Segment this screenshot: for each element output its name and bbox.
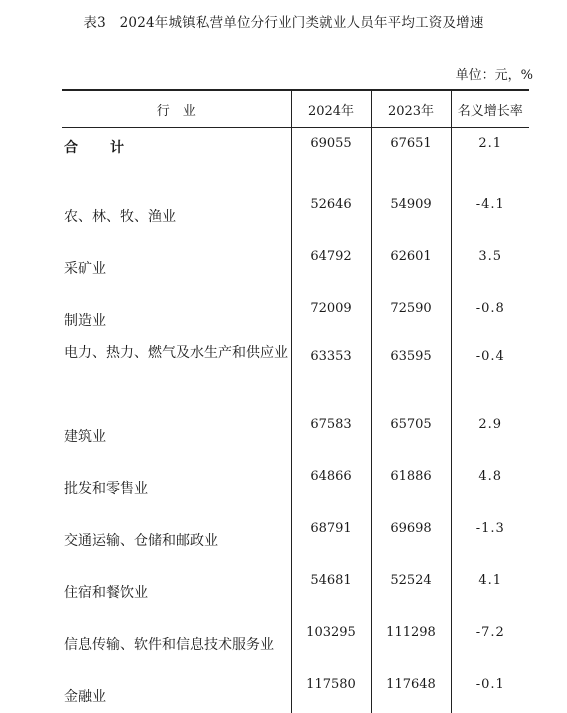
table-row — [62, 557, 529, 609]
growth-rate-cell: 3.5 — [451, 233, 529, 285]
header-growth-rate: 名义增长率 — [451, 90, 529, 128]
value-2023-cell: 54909 — [371, 181, 451, 233]
value-2024-cell: 52646 — [291, 181, 371, 233]
growth-rate-cell: -7.2 — [451, 609, 529, 661]
value-2023-cell: 61886 — [371, 453, 451, 505]
value-2024-cell: 117580 — [291, 661, 371, 713]
value-2024-cell: 72009 — [291, 285, 371, 337]
header-row — [62, 90, 529, 128]
industry-cell: 采矿业 — [64, 260, 106, 277]
table-row — [62, 285, 529, 337]
value-2024-cell: 68791 — [291, 505, 371, 557]
growth-rate-cell: -0.4 — [451, 337, 529, 401]
industry-cell: 住宿和餐饮业 — [64, 584, 148, 601]
wage-table — [62, 89, 529, 713]
industry-cell: 电力、热力、燃气及水生产和供应业 — [64, 344, 288, 361]
value-2023-cell: 72590 — [371, 285, 451, 337]
growth-rate-cell: -4.1 — [451, 181, 529, 233]
table-row — [62, 401, 529, 453]
industry-cell: 交通运输、仓储和邮政业 — [64, 532, 218, 549]
growth-rate-cell: -0.1 — [451, 661, 529, 713]
growth-rate-cell: -1.3 — [451, 505, 529, 557]
growth-rate-cell: 2.1 — [451, 128, 529, 181]
header-2023: 2023年 — [371, 90, 451, 128]
value-2024-cell: 69055 — [291, 128, 371, 181]
table-row — [62, 609, 529, 661]
value-2023-cell: 67651 — [371, 128, 451, 181]
table-row — [62, 337, 529, 401]
value-2023-cell: 62601 — [371, 233, 451, 285]
value-2024-cell: 63353 — [291, 337, 371, 401]
growth-rate-cell: 4.1 — [451, 557, 529, 609]
value-2024-cell: 64792 — [291, 233, 371, 285]
header-industry: 行 业 — [62, 90, 291, 128]
industry-cell: 农、林、牧、渔业 — [64, 208, 176, 225]
table-row — [62, 181, 529, 233]
table-title: 表3 2024年城镇私营单位分行业门类就业人员年平均工资及增速 — [83, 15, 484, 31]
growth-rate-cell: -0.8 — [451, 285, 529, 337]
industry-cell: 制造业 — [64, 312, 106, 329]
table-row — [62, 233, 529, 285]
growth-rate-cell: 4.8 — [451, 453, 529, 505]
value-2024-cell: 67583 — [291, 401, 371, 453]
value-2023-cell: 117648 — [371, 661, 451, 713]
industry-cell: 金融业 — [64, 688, 106, 705]
industry-cell: 合 计 — [64, 140, 133, 156]
value-2024-cell: 54681 — [291, 557, 371, 609]
value-2023-cell: 52524 — [371, 557, 451, 609]
table-header — [62, 90, 529, 128]
industry-cell: 信息传输、软件和信息技术服务业 — [64, 636, 274, 653]
value-2023-cell: 63595 — [371, 337, 451, 401]
header-2024: 2024年 — [291, 90, 371, 128]
table-row — [62, 128, 529, 181]
table-row — [62, 661, 529, 713]
value-2023-cell: 65705 — [371, 401, 451, 453]
table-row — [62, 453, 529, 505]
industry-cell: 批发和零售业 — [64, 480, 148, 497]
value-2023-cell: 111298 — [371, 609, 451, 661]
growth-rate-cell: 2.9 — [451, 401, 529, 453]
value-2024-cell: 103295 — [291, 609, 371, 661]
value-2023-cell: 69698 — [371, 505, 451, 557]
value-2024-cell: 64866 — [291, 453, 371, 505]
industry-cell: 建筑业 — [64, 428, 106, 445]
unit-label: 单位：元，% — [455, 68, 533, 83]
table-row — [62, 505, 529, 557]
